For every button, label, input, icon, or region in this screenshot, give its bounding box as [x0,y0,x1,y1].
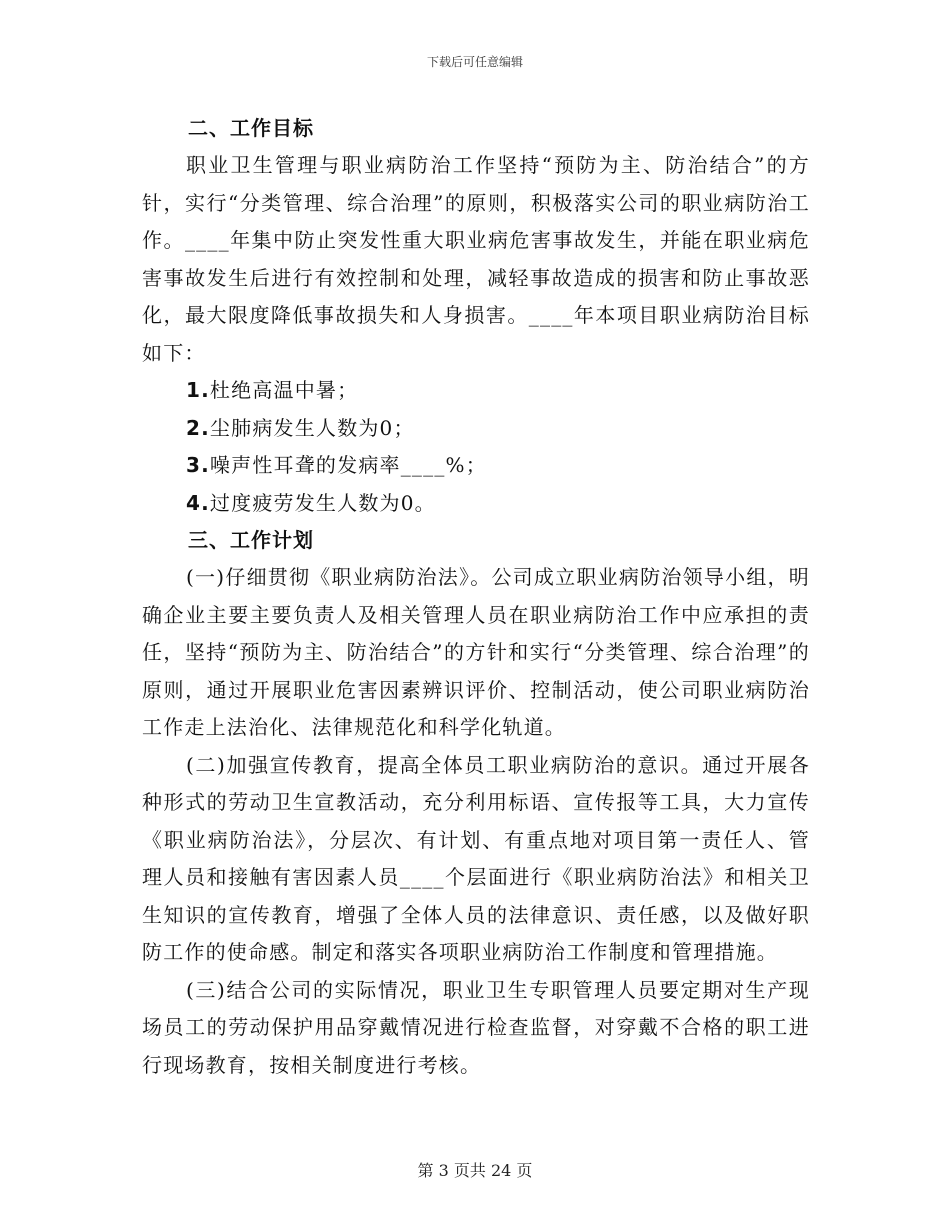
goal-item-number: 3. [186,453,210,477]
goal-item [142,447,810,485]
goal-item-number: 2. [186,415,210,440]
goal-item [142,372,810,410]
plan-paragraph-2: (二)加强宣传教育，提高全体员工职业病防治的意识。通过开展各种形式的劳动卫生宣教活动，充分利用标语、宣传报等工具，大力宣传《职业病防治法》，分层次、有计划、有重点地对项目第一责任人、管理人员和接触有害因素人员____个层面进行《职业病防治法》和相关卫生知识的宣传教育，增强了全体人员的法律意识、责任感，以及做好职防工作的使命感。制定和落实各项职业病防治工作制度和管理措施。 [142,752,810,964]
goal-item [142,485,810,523]
section-heading-goals: 二、工作目标 [188,116,314,140]
goals-paragraph: 职业卫生管理与职业病防治工作坚持“预防为主、防治结合”的方针，实行“分类管理、综合治理”的原则，积极落实公司的职业病防治工作。____年集中防止突发性重大职业病危害事故发生，并能在职业病危害事故发生后进行有效控制和处理，减轻事故造成的损害和防止事故恶化，最大限度降低事故损失和人身损害。____年本项目职业病防治目标如下： [142,153,810,365]
plan-paragraph-1: (一)仔细贯彻《职业病防治法》。公司成立职业病防治领导小组，明确企业主要主要负责人及相关管理人员在职业病防治工作中应承担的责任，坚持“预防为主、防治结合”的方针和实行“分类管理、综合治理”的原则，通过开展职业危害因素辨识评价、控制活动，使公司职业病防治工作走上法治化、法律规范化和科学化轨道。 [142,565,810,739]
goal-item-text: 过度疲劳发生人数为0。 [209,490,436,515]
goal-item [142,410,810,448]
header-note: 下载后可任意编辑 [426,55,523,69]
goal-item-text: 噪声性耳聋的发病率____%； [209,453,487,477]
goal-item-number: 1. [186,378,210,402]
section-heading-plan: 三、工作计划 [188,528,314,552]
goal-item-text: 尘肺病发生人数为0； [209,415,415,440]
page-number-footer: 第 3 页共 24 页 [417,1161,533,1180]
document-body [142,110,810,1084]
goal-item-number: 4. [186,490,210,515]
plan-paragraph-3: (三)结合公司的实际情况，职业卫生专职管理人员要定期对生产现场员工的劳动保护用品穿戴情况进行检查监督，对穿戴不合格的职工进行现场教育，按相关制度进行考核。 [142,977,810,1077]
goal-item-text: 杜绝高温中暑； [209,378,359,402]
